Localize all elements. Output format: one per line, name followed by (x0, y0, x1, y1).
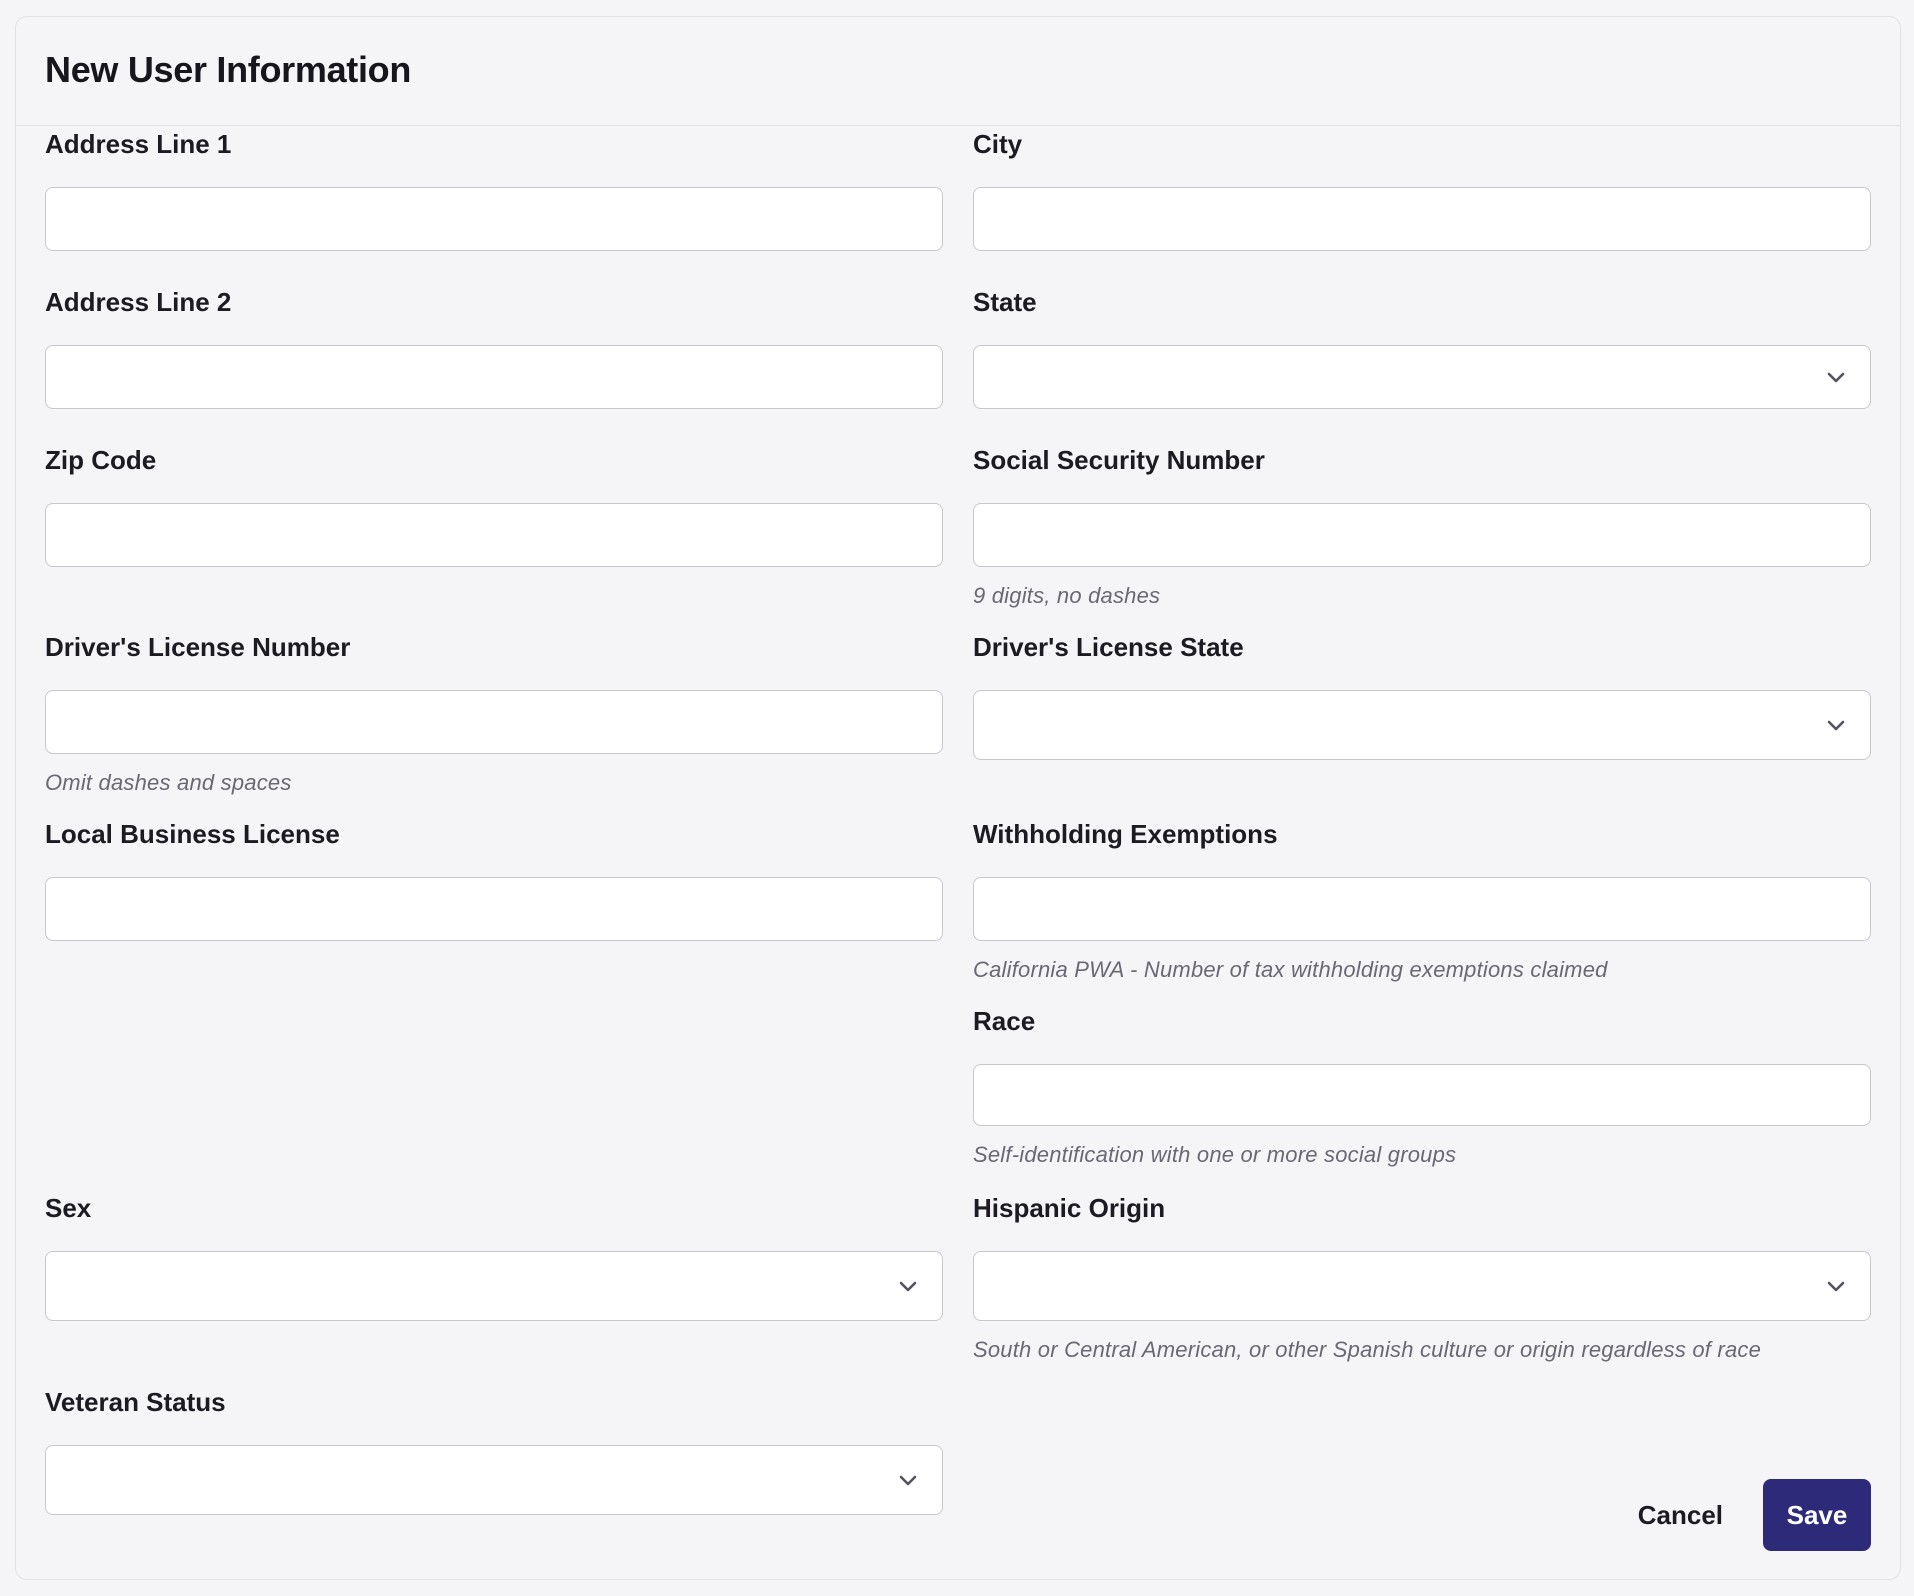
city-label: City (973, 129, 1023, 159)
chevron-down-icon (896, 1468, 920, 1492)
ssn-input[interactable] (973, 503, 1871, 567)
drivers-license-number-label: Driver's License Number (45, 632, 351, 662)
withholding-exemptions-help-text: California PWA - Number of tax withholding exemptions claimed (973, 957, 1608, 982)
hispanic-origin-select[interactable] (973, 1251, 1871, 1321)
sex-label: Sex (45, 1193, 92, 1223)
state-field (973, 285, 1871, 409)
chevron-down-icon (1824, 713, 1848, 737)
save-button[interactable]: Save (1763, 1479, 1871, 1551)
address-line-1-field (45, 127, 943, 251)
city-field (973, 127, 1871, 251)
hispanic-origin-label: Hispanic Origin (973, 1193, 1166, 1223)
race-input[interactable] (973, 1064, 1871, 1126)
veteran-status-select[interactable] (45, 1445, 943, 1515)
card-header (16, 17, 1900, 126)
local-business-license-field (45, 817, 943, 941)
veteran-status-label: Veteran Status (45, 1387, 226, 1417)
drivers-license-state-field (973, 630, 1871, 760)
chevron-down-icon (1824, 365, 1848, 389)
race-field (973, 1004, 1871, 1168)
ssn-label: Social Security Number (973, 445, 1265, 475)
state-label: State (973, 287, 1037, 317)
drivers-license-number-field (45, 630, 943, 796)
hispanic-origin-field (973, 1191, 1871, 1363)
hispanic-origin-help-text: South or Central American, or other Spanish culture or origin regardless of race (973, 1337, 1762, 1362)
zip-code-input[interactable] (45, 503, 943, 567)
address-line-1-input[interactable] (45, 187, 943, 251)
chevron-down-icon (1824, 1274, 1848, 1298)
sex-field (45, 1191, 943, 1321)
address-line-2-field (45, 285, 943, 409)
address-line-1-label: Address Line 1 (45, 129, 232, 159)
drivers-license-state-label: Driver's License State (973, 632, 1244, 662)
ssn-help-text: 9 digits, no dashes (973, 583, 1161, 608)
local-business-license-input[interactable] (45, 877, 943, 941)
local-business-license-label: Local Business License (45, 819, 340, 849)
drivers-license-number-help-text: Omit dashes and spaces (45, 770, 292, 795)
withholding-exemptions-label: Withholding Exemptions (973, 819, 1278, 849)
ssn-field (973, 443, 1871, 609)
address-line-2-input[interactable] (45, 345, 943, 409)
address-line-2-label: Address Line 2 (45, 287, 232, 317)
withholding-exemptions-field (973, 817, 1871, 983)
state-select[interactable] (973, 345, 1871, 409)
zip-code-field (45, 443, 943, 567)
veteran-status-field (45, 1385, 943, 1515)
page-title: New User Information (45, 49, 412, 90)
race-label: Race (973, 1006, 1036, 1036)
city-input[interactable] (973, 187, 1871, 251)
chevron-down-icon (896, 1274, 920, 1298)
sex-select[interactable] (45, 1251, 943, 1321)
drivers-license-state-select[interactable] (973, 690, 1871, 760)
new-user-form-card (15, 16, 1901, 1580)
cancel-button[interactable]: Cancel (1637, 1499, 1723, 1530)
withholding-exemptions-input[interactable] (973, 877, 1871, 941)
zip-code-label: Zip Code (45, 445, 157, 475)
race-help-text: Self-identification with one or more social groups (973, 1142, 1457, 1167)
drivers-license-number-input[interactable] (45, 690, 943, 754)
form-actions (1638, 1479, 1871, 1551)
